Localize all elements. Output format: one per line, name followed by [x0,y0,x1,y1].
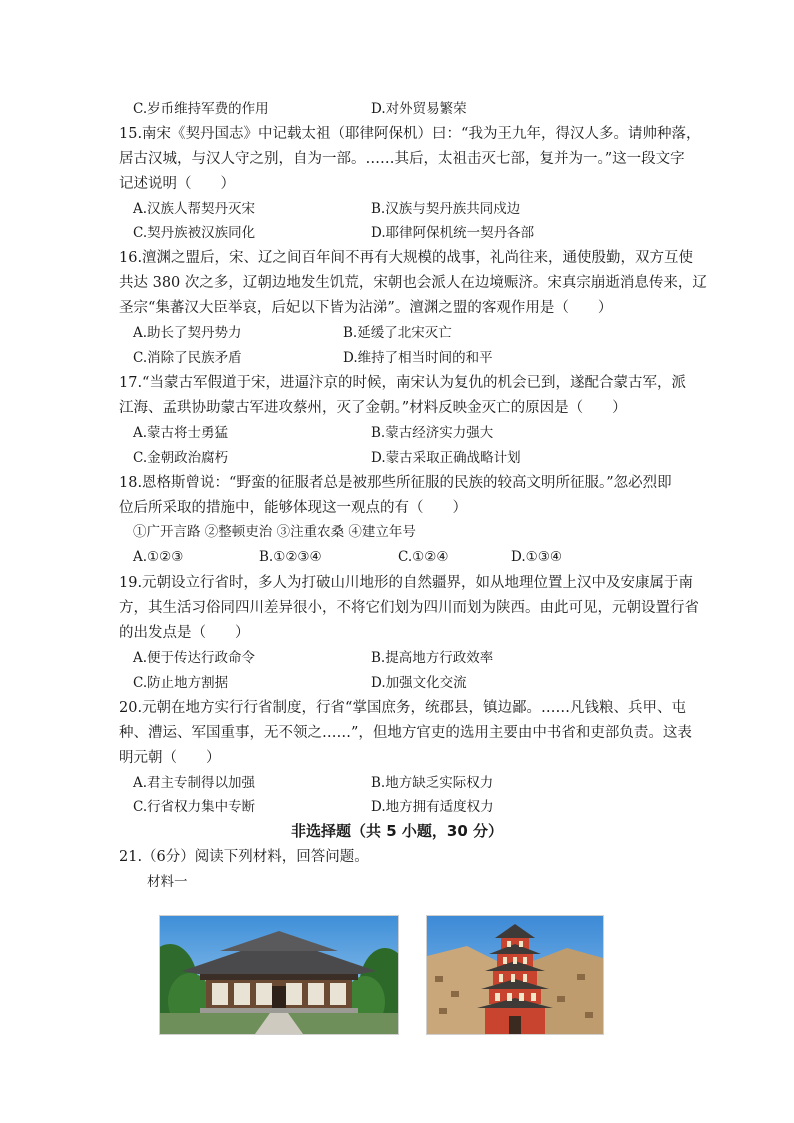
q14-option-c: C.岁币维持军费的作用 [133,101,269,117]
q19-stem-line: 方，其生活习俗同四川差异很小，不将它们划为四川而划为陕西。由此可见，元朝设置行省 [119,600,699,616]
q15-stem-line: 15.南宋《契丹国志》中记载太祖（耶律阿保机）曰：“我为王九年，得汉人多。请帅种落， [119,126,701,142]
q19-stem-line: 19.元朝设立行省时，多人为打破山川地形的自然疆界，如从地理位置上汉中及安康属于南 [119,575,694,591]
q16-option-a: A.助长了契丹势力 [133,325,242,341]
q16-option-d: D.维持了相当时间的和平 [343,350,493,366]
q18-option-d: D.①③④ [511,549,562,565]
q19-option-a: A.便于传达行政命令 [133,650,256,666]
q20-option-a: A.君主专制得以加强 [133,775,256,791]
temple-hall-photo [159,915,399,1035]
material-label: 材料一 [147,874,188,890]
q18-option-c: C.①②④ [398,549,449,565]
q17-option-b: B.蒙古经济实力强大 [371,425,494,441]
q16-stem-line: 16.澶渊之盟后，宋、辽之间百年间不再有大规模的战事，礼尚往来，通使殷勤，双方互使 [119,250,694,266]
q19-option-b: B.提高地方行政效率 [371,650,494,666]
q20-option-c: C.行省权力集中专断 [133,799,256,815]
q20-option-b: B.地方缺乏实际权力 [371,775,494,791]
q18-stem-line: 18.恩格斯曾说：“野蛮的征服者总是被那些所征服的民族的较高文明所征服。”忽必烈即 [119,475,672,491]
q20-option-d: D.地方拥有适度权力 [371,799,494,815]
q15-stem-line: 居古汉城，与汉人守之别，自为一部。……其后，太祖击灭七部，复并为一。”这一段文字 [119,151,685,167]
q18-option-b: B.①②③④ [259,549,322,565]
q15-stem-line: 记述说明（ ） [119,176,235,192]
q15-option-c: C.契丹族被汉族同化 [133,225,256,241]
q17-option-a: A.蒙古将士勇猛 [133,425,229,441]
q21-stem: 21.（6分）阅读下列材料，回答问题。 [119,849,369,865]
q18-stem-line: 位后所采取的措施中，能够体现这一观点的有（ ） [119,500,467,516]
section-title: 非选择题（共 5 小题，30 分） [291,822,503,840]
q17-option-d: D.蒙古采取正确战略计划 [371,450,521,466]
q15-option-b: B.汉族与契丹族共同戍边 [371,201,521,217]
q17-option-c: C.金朝政治腐朽 [133,450,229,466]
q15-option-d: D.耶律阿保机统一契丹各部 [371,225,535,241]
q20-stem-line: 种、漕运、军国重事，无不领之……”，但地方官吏的选用主要由中书省和吏部负责。这表 [119,725,692,741]
q18-option-a: A.①②③ [133,549,184,565]
q19-option-c: C.防止地方割据 [133,675,229,691]
q17-stem-line: 江海、孟珙协助蒙古军进攻蔡州，灭了金朝。”材料反映金灭亡的原因是（ ） [119,400,627,416]
q19-stem-line: 的出发点是（ ） [119,625,250,641]
q16-stem-line: 共达 380 次之多，辽朝边地发生饥荒，宋朝也会派人在边境赈济。宋真宗崩逝消息传来，辽 [119,275,707,291]
q20-stem-line: 20.元朝在地方实行行省制度，行省“掌国庶务，统郡县，镇边鄙。……凡钱粮、兵甲、屯 [119,700,686,716]
q16-option-b: B.延缓了北宋灭亡 [343,325,452,341]
q14-option-d: D.对外贸易繁荣 [371,101,467,117]
q16-option-c: C.消除了民族矛盾 [133,350,242,366]
q16-stem-line: 圣宗“集蕃汉大臣举哀，后妃以下皆为沾涕”。澶渊之盟的客观作用是（ ） [119,300,613,316]
q17-stem-line: 17.“当蒙古军假道于宋，进逼汴京的时候，南宋认为复仇的机会已到，遂配合蒙古军，派 [119,375,686,391]
q19-option-d: D.加强文化交流 [371,675,467,691]
q20-stem-line: 明元朝（ ） [119,750,221,766]
mogao-pagoda-photo [426,915,604,1035]
q15-option-a: A.汉族人帮契丹灭宋 [133,201,256,217]
q18-numbered-items: ①广开言路 ②整顿吏治 ③注重农桑 ④建立年号 [133,524,416,540]
